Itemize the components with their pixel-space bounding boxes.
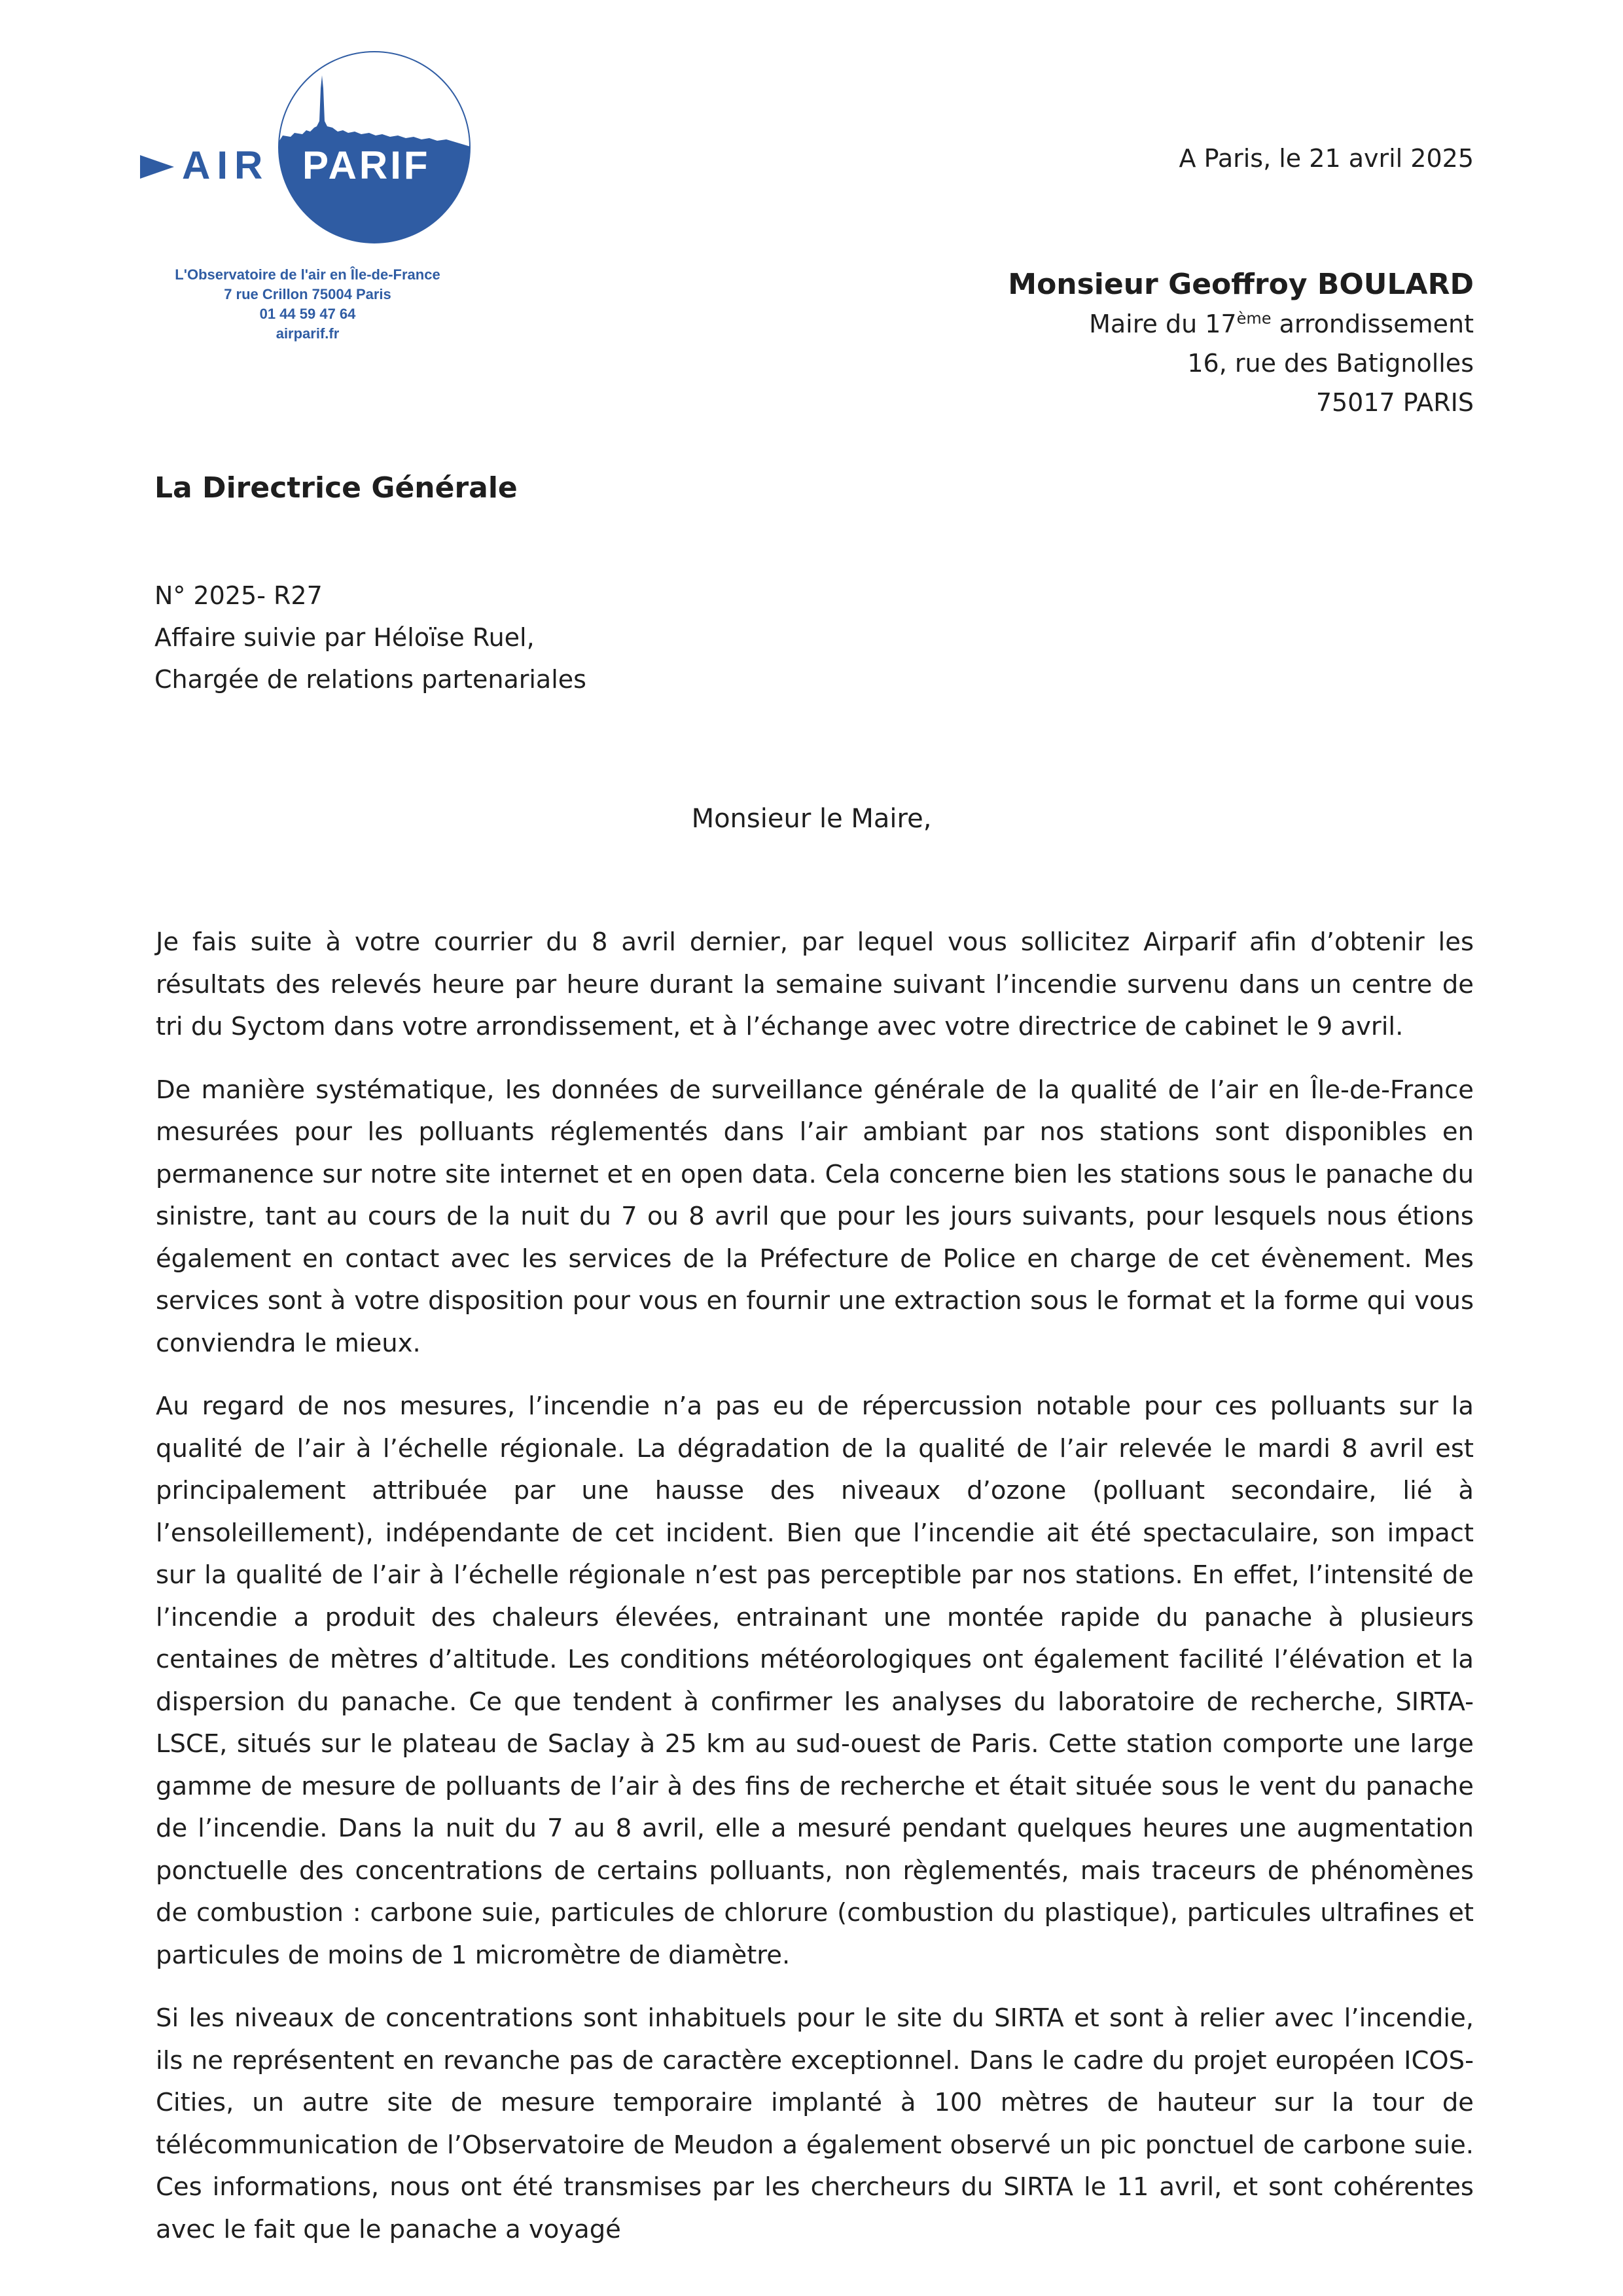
- recipient-title-sup: ème: [1236, 309, 1272, 328]
- logo-brand-air: AIR: [182, 143, 270, 187]
- airparif-logo: [139, 49, 479, 245]
- recipient-name: Monsieur Geoffroy BOULARD: [1008, 268, 1474, 301]
- paragraph: Je fais suite à votre courrier du 8 avril dernier, par lequel vous sollicitez Airparif afin d’obtenir les résultats des relevés heure par heure durant la semaine suivant l’incendie survenu dans un centre de tri du Syctom dans votre arrondissement, et à l’échange avec votre directrice de cabinet le 9 avril.: [156, 927, 1474, 1041]
- recipient-street: 16, rue des Batignolles: [1187, 349, 1474, 378]
- arrow-icon: [140, 155, 174, 179]
- recipient-block: [1008, 265, 1474, 422]
- logo-contact-block: [137, 265, 478, 344]
- reference-role: Chargée de relations partenariales: [154, 665, 586, 694]
- paragraph: De manière systématique, les données de surveillance générale de la qualité de l’air en Île-de-France mesurées pour les polluants réglementés dans l’air ambiant par nos stations sont disponibles en permanence sur notre site internet et en open data. Cela concerne bien les stations sous le panache du sinistre, tant au cours de la nuit du 7 ou 8 avril que pour les jours suivants, pour lesquels nous étions également en contact avec les services de la Préfecture de Police en charge de cet évènement. Mes services sont à votre disposition pour vous en fournir une extraction sous le format et la forme qui vous conviendra le mieux.: [156, 1075, 1474, 1358]
- logo-tagline: L'Observatoire de l'air en Île-de-France: [175, 266, 440, 283]
- recipient-title: [1008, 304, 1474, 344]
- logo-address: 7 rue Crillon 75004 Paris: [224, 286, 391, 302]
- paragraph: Si les niveaux de concentrations sont inhabituels pour le site du SIRTA et sont à relier avec l’incendie, ils ne représentent en revanche pas de caractère exceptionnel. Dans le cadre du projet européen ICOS-Cities, un autre site de mesure temporaire implanté à 100 mètres de hauteur sur la tour de télécommunication de l’Observatoire de Meudon a également observé un pic ponctuel de carbone suie. Ces informations, nous ont été transmises par les chercheurs du SIRTA le 11 avril, et sont cohérentes avec le fait que le panache a voyagé: [156, 2003, 1474, 2244]
- paragraph: Au regard de nos mesures, l’incendie n’a pas eu de répercussion notable pour ces polluants sur la qualité de l’air à l’échelle régionale. La dégradation de la qualité de l’air relevée le mardi 8 avril est principalement attribuée par une hausse des niveaux d’ozone (polluant secondaire, lié à l’ensoleillement), indépendante de cet incident. Bien que l’incendie ait été spectaculaire, son impact sur la qualité de l’air à l’échelle régionale n’est pas perceptible par nos stations. En effet, l’intensité de l’incendie a produit des chaleurs élevées, entrainant une montée rapide du panache à plusieurs centaines de mètres d’altitude. Les conditions météorologiques ont également facilité l’élévation et la dispersion du panache. Ce que tendent à confirmer les analyses du laboratoire de recherche, SIRTA-LSCE, situés sur le plateau de Saclay à 25 km au sud-ouest de Paris. Cette station comporte une large gamme de mesure de polluants de l’air à des fins de recherche et était située sous le vent du panache de l’incendie. Dans la nuit du 7 au 8 avril, elle a mesuré pendant quelques heures une augmentation ponctuelle des concentrations de certains polluants, non règlementés, mais traceurs de phénomènes de combustion : carbone suie, particules de chlorure (combustion du plastique), particules ultrafines et particules de moins de 1 micromètre de diamètre.: [156, 1391, 1474, 1970]
- signatory: La Directrice Générale: [154, 471, 518, 505]
- letter-date: A Paris, le 21 avril 2025: [1179, 144, 1474, 173]
- logo-website[interactable]: airparif.fr: [276, 325, 340, 342]
- logo-brand-parif: PARIF: [302, 143, 431, 187]
- letter-body: [156, 922, 1474, 2272]
- salutation: Monsieur le Maire,: [691, 804, 932, 834]
- logo-phone: 01 44 59 47 64: [259, 306, 356, 322]
- reference-number: N° 2025- R27: [154, 581, 323, 610]
- recipient-city: 75017 PARIS: [1315, 388, 1474, 417]
- reference-block: [154, 575, 586, 700]
- reference-followed-by: Affaire suivie par Héloïse Ruel,: [154, 623, 535, 652]
- recipient-title-suffix: arrondissement: [1271, 310, 1474, 338]
- recipient-title-prefix: Maire du 17: [1089, 310, 1237, 338]
